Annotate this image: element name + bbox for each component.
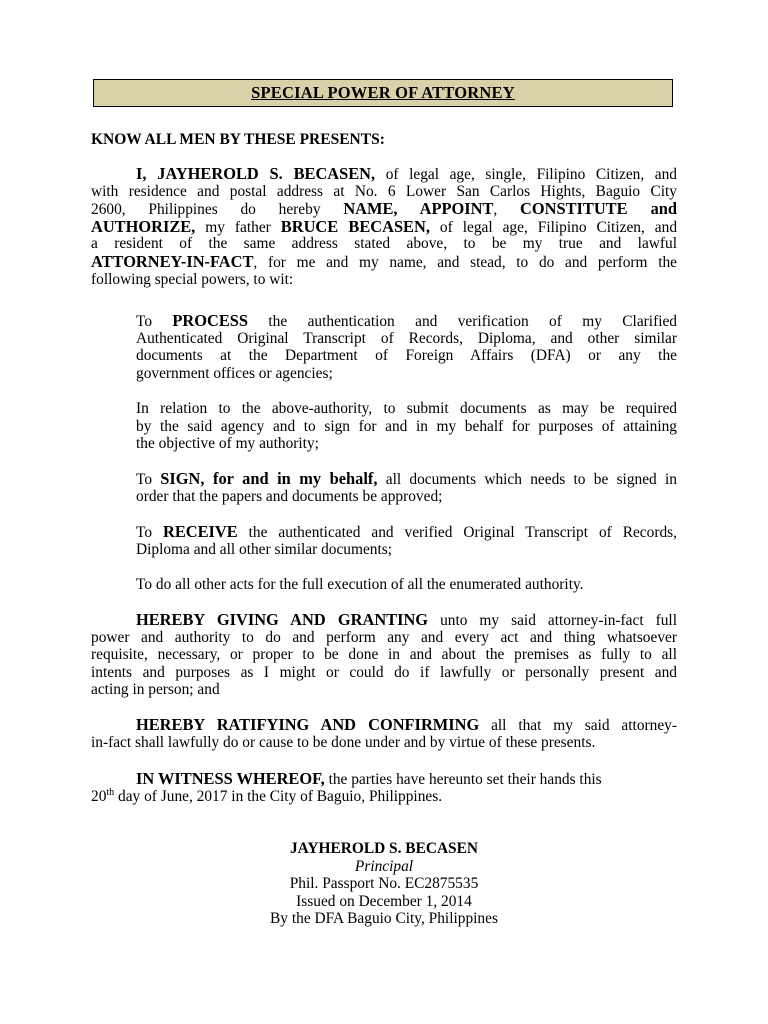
- witness-paragraph: [91, 770, 677, 805]
- witness-text: the parties have hereunto set their hands this: [324, 771, 602, 788]
- power-text: To: [136, 313, 173, 330]
- giving-text: unto my said attorney-in-fact full: [428, 612, 677, 629]
- intro-text: with residence and postal address at No. 6 Lower San Carlos Hights, Baguio City: [91, 182, 677, 200]
- power-text: Authenticated Original Transcript of Records, Diploma, and other similar: [136, 329, 677, 347]
- power-text: government offices or agencies;: [136, 364, 333, 382]
- attorney-name-bold: BRUCE BECASEN,: [280, 216, 430, 236]
- power-text: In relation to the above-authority, to submit documents as may be required: [136, 400, 677, 417]
- giving-text: acting in person; and: [91, 681, 220, 699]
- power-text: Diploma and all other similar documents;: [136, 540, 393, 558]
- intro-text: of legal age, Filipino Citizen, and: [429, 218, 678, 236]
- intro-text: following special powers, to wit:: [91, 270, 294, 288]
- passport-number: Phil. Passport No. EC2875535: [289, 875, 479, 893]
- power-receive: [136, 523, 677, 558]
- power-text: order that the papers and documents be approved;: [136, 487, 443, 505]
- signatory-block: [0, 840, 768, 928]
- power-other-acts: [136, 576, 677, 594]
- receive-bold: RECEIVE: [162, 522, 238, 541]
- power-text: To: [136, 524, 163, 541]
- power-text: documents at the Department of Foreign Affairs (DFA) or any the: [136, 347, 677, 365]
- ordinal-suffix: th: [106, 786, 115, 798]
- intro-text: 2600, Philippines do hereby: [91, 201, 344, 219]
- passport-issuer: By the DFA Baguio City, Philippines: [270, 910, 498, 928]
- giving-text: intents and purposes as I might or could do if lawfully or personally present and: [91, 663, 677, 681]
- appoint-bold: NAME, APPOINT: [343, 199, 494, 219]
- ratifying-bold: HEREBY RATIFYING AND CONFIRMING: [136, 715, 480, 734]
- witness-bold: IN WITNESS WHEREOF,: [136, 769, 325, 788]
- power-text: the authenticated and verified Original Transcript of Records,: [237, 524, 677, 541]
- process-bold: PROCESS: [172, 311, 249, 330]
- principal-name-bold: I, JAYHEROLD S. BECASEN,: [136, 164, 376, 183]
- power-text: To do all other acts for the full execution of all the enumerated authority.: [136, 576, 584, 593]
- ratifying-text: in-fact shall lawfully do or cause to be done under and by virtue of these presents.: [91, 733, 596, 751]
- giving-text: requisite, necessary, or proper to be done in and about the premises as fully to all: [91, 646, 677, 664]
- power-text: To: [136, 471, 161, 488]
- constitute-bold: CONSTITUTE and: [520, 199, 677, 219]
- authorize-bold: AUTHORIZE,: [91, 216, 196, 236]
- giving-bold: HEREBY GIVING AND GRANTING: [136, 610, 429, 629]
- opening-heading: KNOW ALL MEN BY THESE PRESENTS:: [91, 131, 385, 148]
- intro-text: , for me and my name, and stead, to do and perform the: [253, 253, 677, 271]
- document-title: SPECIAL POWER OF ATTORNEY: [251, 83, 515, 102]
- power-text: all documents which needs to be signed in: [377, 471, 677, 488]
- witness-day: 20: [91, 787, 107, 805]
- signatory-role: Principal: [354, 857, 414, 875]
- attorney-in-fact-bold: ATTORNEY-IN-FACT: [91, 251, 254, 271]
- intro-text: my father: [195, 218, 281, 236]
- witness-text: day of June, 2017 in the City of Baguio, Philippines.: [114, 787, 443, 805]
- intro-paragraph: [91, 165, 677, 288]
- ratifying-text: all that my said attorney-: [479, 717, 677, 734]
- giving-text: power and authority to do and perform any and every act and thing whatsoever: [91, 628, 677, 646]
- power-text: the authentication and verification of my Clarified: [248, 313, 677, 330]
- power-sign: [136, 470, 677, 505]
- power-text: by the said agency and to sign for and in my behalf for purposes of attaining: [136, 417, 677, 435]
- sign-bold: SIGN, for and in my behalf,: [160, 469, 378, 488]
- power-process: [136, 312, 677, 382]
- passport-issued-date: Issued on December 1, 2014: [296, 892, 472, 910]
- intro-text: ,: [493, 201, 521, 219]
- power-text: the objective of my authority;: [136, 435, 319, 453]
- ratifying-paragraph: [91, 716, 677, 751]
- signatory-name: JAYHEROLD S. BECASEN: [289, 840, 479, 857]
- intro-text: of legal age, single, Filipino Citizen, and: [375, 166, 677, 183]
- intro-text: a resident of the same address stated above, to be my true and lawful: [91, 235, 677, 253]
- giving-granting-paragraph: [91, 611, 677, 699]
- title-box: [93, 79, 673, 107]
- power-submit: [136, 400, 677, 453]
